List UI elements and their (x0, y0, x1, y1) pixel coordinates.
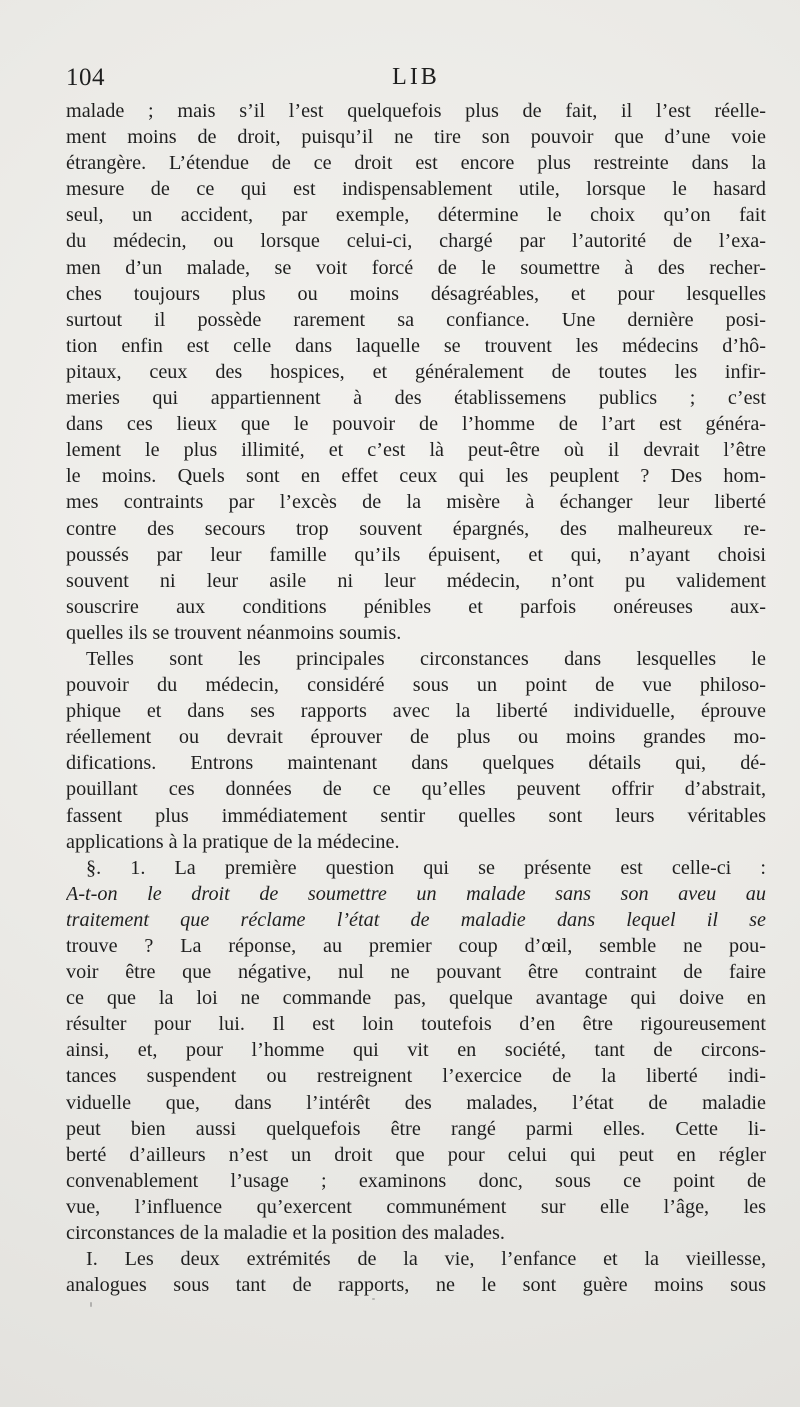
text-line: dans ces lieux que le pouvoir de l’homme de l’art est généra- (66, 413, 766, 436)
text-line: circonstances de la maladie et la position des malades. (66, 1222, 505, 1245)
text-line: pouvoir du médecin, considéré sous un point de vue philoso- (66, 674, 766, 697)
text-line: Telles sont les principales circonstances dans lesquelles le (86, 647, 766, 670)
text-line: ches toujours plus ou moins désagréables, et pour lesquelles (66, 282, 766, 305)
text-line: réellement ou devrait éprouver de plus ou moins grandes mo- (66, 726, 766, 749)
page-number: 104 (66, 64, 105, 91)
text-line: viduelle que, dans l’intérêt des malades, l’état de maladie (66, 1091, 766, 1114)
text-line: poussés par leur famille qu’ils épuisent, et qui, n’ayant choisi (66, 543, 766, 566)
text-line: quelles ils se trouvent néanmoins soumis. (66, 621, 402, 644)
text-line: pouillant ces données de ce qu’elles peuvent offrir d’abstrait, (66, 778, 766, 801)
text-line: ment moins de droit, puisqu’il ne tire son pouvoir que d’une voie (66, 126, 766, 149)
text-line: fassent plus immédiatement sentir quelles sont leurs véritables (66, 804, 766, 827)
text-line: tion enfin est celle dans laquelle se trouvent les médecins d’hô- (66, 334, 766, 357)
text-line: convenablement l’usage ; examinons donc, sous ce point de (66, 1169, 766, 1192)
text-line: I. Les deux extrémités de la vie, l’enfance et la vieillesse, (86, 1248, 766, 1271)
paper-speck (90, 1302, 92, 1307)
text-line: peut bien aussi quelquefois être rangé parmi elles. Cette li- (66, 1117, 766, 1140)
running-head: LIB (392, 64, 440, 90)
text-line: malade ; mais s’il l’est quelquefois plus de fait, il l’est réelle- (66, 100, 766, 122)
text-line: du médecin, ou lorsque celui-ci, chargé par l’autorité de l’exa- (66, 230, 766, 253)
page-header (66, 64, 766, 98)
text-line: mesure de ce qui est indispensablement utile, lorsque le hasard (66, 178, 766, 201)
text-line: A-t-on le droit de soumettre un malade sans son aveu au (66, 882, 766, 905)
text-line: difications. Entrons maintenant dans quelques détails qui, dé- (66, 752, 766, 775)
text-line: tances suspendent ou restreignent l’exercice de la liberté indi- (66, 1065, 766, 1088)
body-text (66, 98, 766, 1298)
text-line: souscrire aux conditions pénibles et parfois onéreuses aux- (66, 595, 766, 618)
text-line: analogues sous tant de rapports, ne le sont guère moins sous (66, 1274, 766, 1297)
text-line: surtout il possède rarement sa confiance. Une dernière posi- (66, 308, 766, 331)
text-line: men d’un malade, se voit forcé de le soumettre à des recher- (66, 256, 766, 279)
text-line: applications à la pratique de la médecine. (66, 830, 400, 853)
text-line: souvent ni leur asile ni leur médecin, n’ont pu validement (66, 569, 766, 592)
text-line: meries qui appartiennent à des établissemens publics ; c’est (66, 387, 766, 410)
paper-speck (372, 1298, 375, 1300)
text-line: phique et dans ses rapports avec la liberté individuelle, éprouve (66, 700, 766, 723)
text-line: lement le plus illimité, et c’est là peut-être où il devrait l’être (66, 439, 766, 462)
text-line: seul, un accident, par exemple, détermine le choix qu’on fait (66, 204, 766, 227)
text-line: ainsi, et, pour l’homme qui vit en société, tant de circons- (66, 1039, 766, 1062)
text-line: vue, l’influence qu’exercent communément sur elle l’âge, les (66, 1195, 766, 1218)
text-line: ce que la loi ne commande pas, quelque avantage qui doive en (66, 987, 766, 1010)
text-line: traitement que réclame l’état de maladie dans lequel il se (66, 908, 766, 931)
text-line: étrangère. L’étendue de ce droit est encore plus restreinte dans la (66, 152, 766, 175)
text-line: voir être que négative, nul ne pouvant être contraint de faire (66, 961, 766, 984)
text-line: mes contraints par l’excès de la misère à échanger leur liberté (66, 491, 766, 514)
text-line: le moins. Quels sont en effet ceux qui les peuplent ? Des hom- (66, 465, 766, 488)
text-line: trouve ? La réponse, au premier coup d’œil, semble ne pou- (66, 935, 766, 957)
text-line: résulter pour lui. Il est loin toutefois d’en être rigoureusement (66, 1013, 766, 1036)
text-line: pitaux, ceux des hospices, et généralement de toutes les infir- (66, 360, 766, 383)
text-line: berté d’ailleurs n’est un droit que pour celui qui peut en régler (66, 1143, 766, 1166)
text-line: §. 1. La première question qui se présente est celle-ci : (86, 856, 766, 879)
text-line: contre des secours trop souvent épargnés, des malheureux re- (66, 517, 766, 540)
